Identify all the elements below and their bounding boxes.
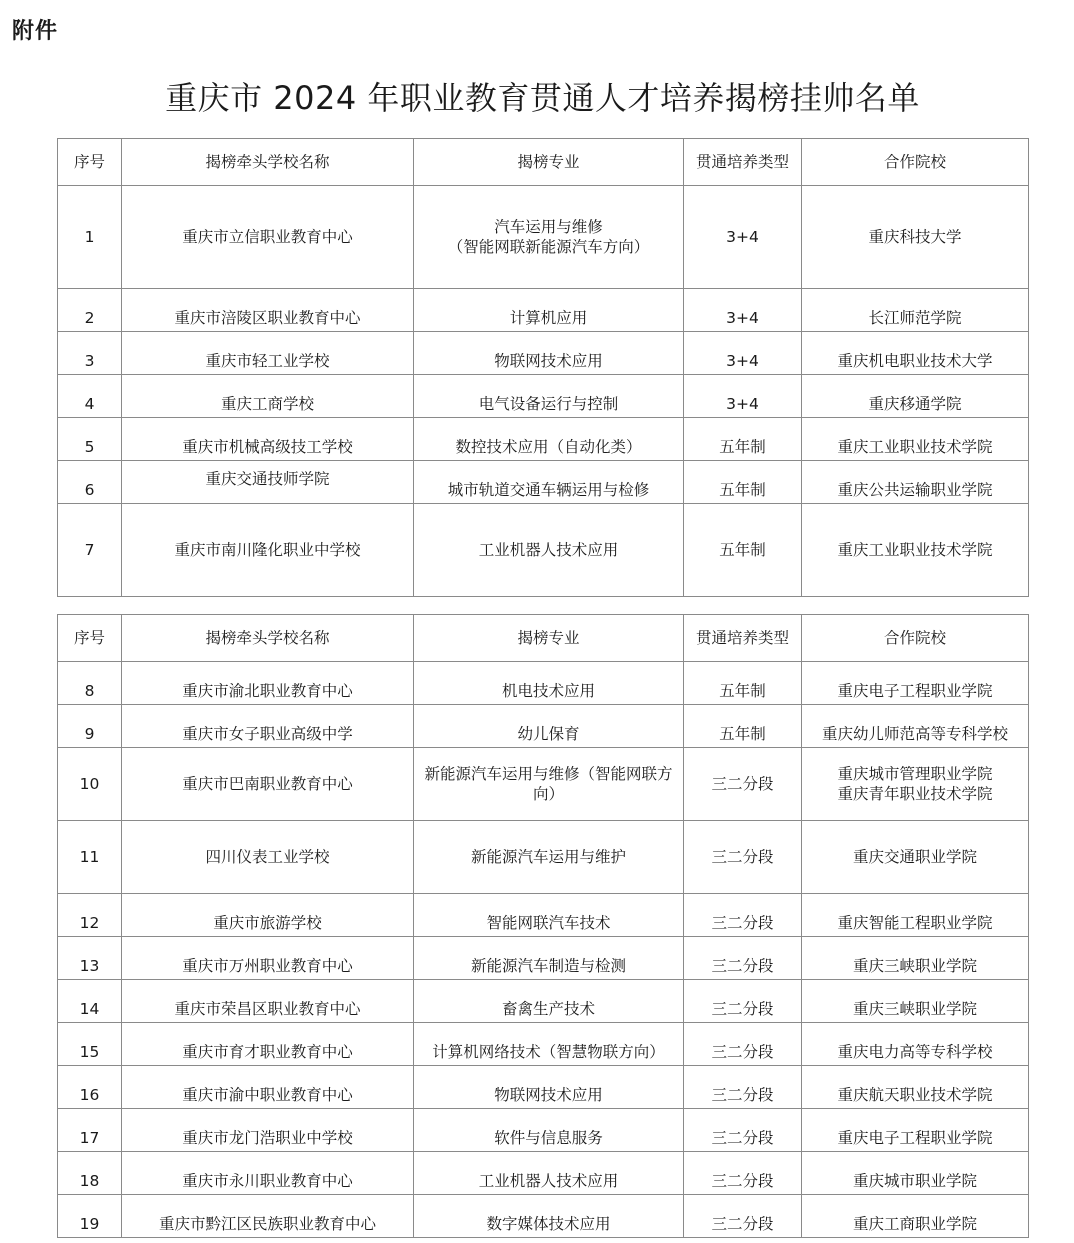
row-no: 13: [58, 937, 122, 980]
row-type: 三二分段: [684, 1152, 802, 1195]
row-partner: [802, 748, 1029, 821]
table-header-row: [58, 139, 1029, 186]
row-partner: 重庆工业职业技术学院: [802, 504, 1029, 597]
table-row: [58, 894, 1029, 937]
table-row: [58, 504, 1029, 597]
row-major: 物联网技术应用: [414, 1066, 684, 1109]
row-partner: 重庆公共运输职业学院: [802, 461, 1029, 504]
row-partner: 重庆交通职业学院: [802, 821, 1029, 894]
row-school: 重庆市荣昌区职业教育中心: [122, 980, 414, 1023]
roster-table-2: [57, 614, 1029, 1238]
row-type: 3+4: [684, 289, 802, 332]
row-type: 三二分段: [684, 980, 802, 1023]
row-school: 重庆市机械高级技工学校: [122, 418, 414, 461]
row-no: 5: [58, 418, 122, 461]
row-partner: 重庆电子工程职业学院: [802, 1109, 1029, 1152]
table-row: [58, 748, 1029, 821]
row-school: 重庆市轻工业学校: [122, 332, 414, 375]
table-row: [58, 418, 1029, 461]
row-school: 重庆市育才职业教育中心: [122, 1023, 414, 1066]
row-school: 重庆市立信职业教育中心: [122, 186, 414, 289]
row-partner-line: 重庆城市管理职业学院: [837, 764, 993, 783]
row-partner: 重庆移通学院: [802, 375, 1029, 418]
row-type: 五年制: [684, 418, 802, 461]
table-row: [58, 375, 1029, 418]
row-no: 10: [58, 748, 122, 821]
table-row: [58, 332, 1029, 375]
table-row: [58, 1152, 1029, 1195]
row-no: 8: [58, 662, 122, 705]
table-row: [58, 461, 1029, 504]
page-title: 重庆市 2024 年职业教育贯通人才培养揭榜挂帅名单: [165, 79, 920, 118]
table-row: [58, 186, 1029, 289]
table-row: [58, 937, 1029, 980]
row-type: 三二分段: [684, 1066, 802, 1109]
row-no: 7: [58, 504, 122, 597]
row-major: 新能源汽车制造与检测: [414, 937, 684, 980]
row-type: 三二分段: [684, 894, 802, 937]
table-row: [58, 1195, 1029, 1238]
row-partner: 重庆三峡职业学院: [802, 937, 1029, 980]
table-header-row: [58, 615, 1029, 662]
row-no: 12: [58, 894, 122, 937]
row-partner: 重庆电力高等专科学校: [802, 1023, 1029, 1066]
row-type: 五年制: [684, 705, 802, 748]
row-type: 五年制: [684, 504, 802, 597]
row-major: [414, 748, 684, 821]
row-school: 重庆市涪陵区职业教育中心: [122, 289, 414, 332]
table-row: [58, 1066, 1029, 1109]
table-row: [58, 821, 1029, 894]
header-school: 揭榜牵头学校名称: [122, 615, 414, 662]
row-type: 3+4: [684, 375, 802, 418]
header-type: 贯通培养类型: [684, 615, 802, 662]
header-type: 贯通培养类型: [684, 139, 802, 186]
row-major: 智能网联汽车技术: [414, 894, 684, 937]
row-type: 三二分段: [684, 821, 802, 894]
header-major: 揭榜专业: [414, 615, 684, 662]
row-partner: 重庆三峡职业学院: [802, 980, 1029, 1023]
row-no: 9: [58, 705, 122, 748]
row-major: 新能源汽车运用与维护: [414, 821, 684, 894]
row-type: 3+4: [684, 186, 802, 289]
row-major: 机电技术应用: [414, 662, 684, 705]
row-school: 重庆交通技师学院: [122, 461, 414, 504]
table-row: [58, 662, 1029, 705]
row-no: 4: [58, 375, 122, 418]
row-major-line: 汽车运用与维修: [494, 217, 603, 236]
row-school: 重庆市永川职业教育中心: [122, 1152, 414, 1195]
row-major: 工业机器人技术应用: [414, 504, 684, 597]
row-type: 三二分段: [684, 1109, 802, 1152]
row-major: 数字媒体技术应用: [414, 1195, 684, 1238]
row-school: 重庆市南川隆化职业中学校: [122, 504, 414, 597]
row-partner: 重庆工业职业技术学院: [802, 418, 1029, 461]
row-school: 重庆市龙门浩职业中学校: [122, 1109, 414, 1152]
row-no: 3: [58, 332, 122, 375]
table-row: [58, 1023, 1029, 1066]
row-no: 14: [58, 980, 122, 1023]
table-row: [58, 980, 1029, 1023]
row-partner: 重庆城市职业学院: [802, 1152, 1029, 1195]
row-partner: 重庆科技大学: [802, 186, 1029, 289]
row-school: 重庆市黔江区民族职业教育中心: [122, 1195, 414, 1238]
header-no: 序号: [58, 615, 122, 662]
row-partner-line: 重庆青年职业技术学院: [837, 785, 993, 803]
row-major-line: （智能网联新能源汽车方向）: [447, 238, 650, 256]
row-school: 重庆市渝中职业教育中心: [122, 1066, 414, 1109]
row-no: 18: [58, 1152, 122, 1195]
row-no: 17: [58, 1109, 122, 1152]
row-partner: 重庆电子工程职业学院: [802, 662, 1029, 705]
row-major: 物联网技术应用: [414, 332, 684, 375]
row-no: 19: [58, 1195, 122, 1238]
row-type: 五年制: [684, 461, 802, 504]
row-major: 计算机应用: [414, 289, 684, 332]
attachment-label: 附件: [12, 19, 59, 44]
row-no: 2: [58, 289, 122, 332]
row-major: 软件与信息服务: [414, 1109, 684, 1152]
row-type: 三二分段: [684, 937, 802, 980]
header-major: 揭榜专业: [414, 139, 684, 186]
row-major: 计算机网络技术（智慧物联方向）: [414, 1023, 684, 1066]
row-major: 城市轨道交通车辆运用与检修: [414, 461, 684, 504]
row-no: 1: [58, 186, 122, 289]
row-partner: 重庆幼儿师范高等专科学校: [802, 705, 1029, 748]
row-type: 三二分段: [684, 748, 802, 821]
header-no: 序号: [58, 139, 122, 186]
header-partner: 合作院校: [802, 615, 1029, 662]
row-major: 电气设备运行与控制: [414, 375, 684, 418]
row-partner: 重庆机电职业技术大学: [802, 332, 1029, 375]
header-partner: 合作院校: [802, 139, 1029, 186]
row-school: 重庆市巴南职业教育中心: [122, 748, 414, 821]
row-school: 重庆市女子职业高级中学: [122, 705, 414, 748]
row-type: 五年制: [684, 662, 802, 705]
table-row: [58, 1109, 1029, 1152]
row-no: 6: [58, 461, 122, 504]
row-type: 3+4: [684, 332, 802, 375]
row-school: 重庆工商学校: [122, 375, 414, 418]
row-no: 16: [58, 1066, 122, 1109]
table-row: [58, 289, 1029, 332]
row-partner: 重庆智能工程职业学院: [802, 894, 1029, 937]
row-no: 11: [58, 821, 122, 894]
row-major: 数控技术应用（自动化类）: [414, 418, 684, 461]
table-row: [58, 705, 1029, 748]
row-major-line: 新能源汽车运用与维修（智能网联方: [424, 764, 673, 783]
row-no: 15: [58, 1023, 122, 1066]
row-major: 工业机器人技术应用: [414, 1152, 684, 1195]
row-major: 畜禽生产技术: [414, 980, 684, 1023]
roster-table-1: [57, 138, 1029, 597]
row-partner: 重庆航天职业技术学院: [802, 1066, 1029, 1109]
row-type: 三二分段: [684, 1195, 802, 1238]
row-major: 幼儿保育: [414, 705, 684, 748]
row-major-line: 向）: [532, 785, 564, 803]
row-type: 三二分段: [684, 1023, 802, 1066]
row-partner: 重庆工商职业学院: [802, 1195, 1029, 1238]
row-school: 重庆市渝北职业教育中心: [122, 662, 414, 705]
row-school: 重庆市旅游学校: [122, 894, 414, 937]
row-partner: 长江师范学院: [802, 289, 1029, 332]
header-school: 揭榜牵头学校名称: [122, 139, 414, 186]
row-school: 四川仪表工业学校: [122, 821, 414, 894]
row-school: 重庆市万州职业教育中心: [122, 937, 414, 980]
row-major: [414, 186, 684, 289]
